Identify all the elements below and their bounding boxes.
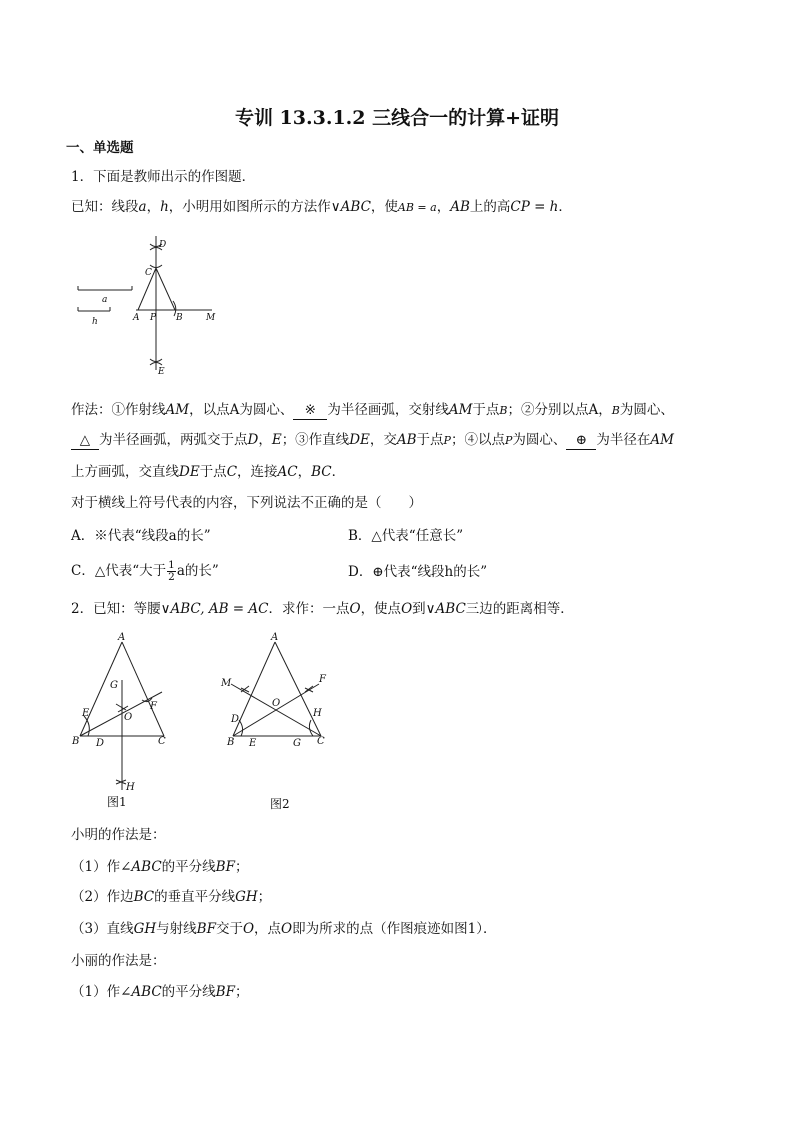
xiaoli-step-1: （1）作∠ABC的平分线BF； [71,984,249,1000]
q1-construction-figure [70,228,230,380]
label-E: E [82,708,90,719]
side-ac [275,642,321,736]
side-bc [156,268,175,310]
label-E: E [249,738,257,749]
q2-stem: 2．已知：等腰∨ABC, AB = AC．求作：一点O，使点O到∨ABC三边的距离相等． [71,601,574,617]
label-a: a [102,295,108,305]
label-M: M [206,313,216,323]
label-O: O [272,698,281,709]
xiaoli-title: 小丽的作法是： [71,953,166,969]
label-B: B [227,737,235,748]
q1-method-line3: 上方画弧，交直线DE于点C，连接AC，BC． [71,464,346,480]
section-heading: 一、单选题 [66,140,134,156]
label-h: h [92,317,98,327]
fig2-caption: 图2 [270,797,290,811]
page-title: 专训 13.3.1.2 三线合一的计算+证明 [234,107,560,129]
label-A: A [271,632,279,643]
label-A: A [133,313,140,323]
q1-method-line2: △ 为半径画弧，两弧交于点D，E；③作直线DE，交AB于点P；④以点P为圆心、 ⊕ 为半径在AM [71,431,674,450]
xiaoming-step-3: （3）直线GH与射线BF交于O，点O即为所求的点（作图痕迹如图1）． [71,921,497,937]
label-P: P [150,313,157,323]
label-D: D [159,240,167,250]
label-E: E [158,367,165,377]
q1-option-a[interactable]: A．※代表“线段a的长” [71,528,211,544]
blank-1: ※ [293,401,327,420]
label-B: B [176,313,183,323]
label-C: C [158,736,166,747]
label-O: O [124,712,133,723]
blank-3: ⊕ [566,431,596,450]
q1-option-d[interactable]: D．⊕代表“线段h的长” [348,564,488,580]
label-D: D [231,714,240,725]
q1-method-line1: 作法：①作射线AM，以点A为圆心、 ※ 为半径画弧，交射线AM于点B；②分别以点A，B为圆心、 [71,402,674,418]
label-C: C [145,268,152,278]
label-M: M [221,678,232,689]
label-A: A [118,632,126,643]
label-G: G [293,738,301,749]
xiaoming-step-1: （1）作∠ABC的平分线BF； [71,859,249,875]
q1-stem: 1．下面是教师出示的作图题． [71,169,256,185]
q1-option-b[interactable]: B．△代表“任意长” [348,528,464,544]
label-D: D [96,738,105,749]
ray-bf [80,692,162,736]
label-G: G [110,680,118,691]
label-B: B [72,736,80,747]
q1-option-c[interactable]: C．△代表“大于 $\frac{1}{2}$ a的长” [71,559,219,583]
label-F: F [150,701,157,712]
label-H: H [126,782,135,793]
label-H: H [313,708,322,719]
q1-question: 对于横线上符号代表的内容，下列说法不正确的是（ ） [71,495,422,511]
fraction-half: $\frac{1}{2}$ [168,559,175,583]
q2-figure-2 [215,630,340,760]
q2-figure-1 [66,630,186,812]
label-C: C [317,736,325,747]
blank-2: △ [71,431,99,450]
xiaoming-step-2: （2）作边BC的垂直平分线GH； [71,889,272,905]
q1-given: 已知：线段a，h，小明用如图所示的方法作∨ABC，使AB = a，AB上的高CP = h． [71,199,572,215]
xiaoming-title: 小明的作法是： [71,827,166,843]
fig1-caption: 图1 [107,795,127,809]
label-F: F [319,674,326,685]
